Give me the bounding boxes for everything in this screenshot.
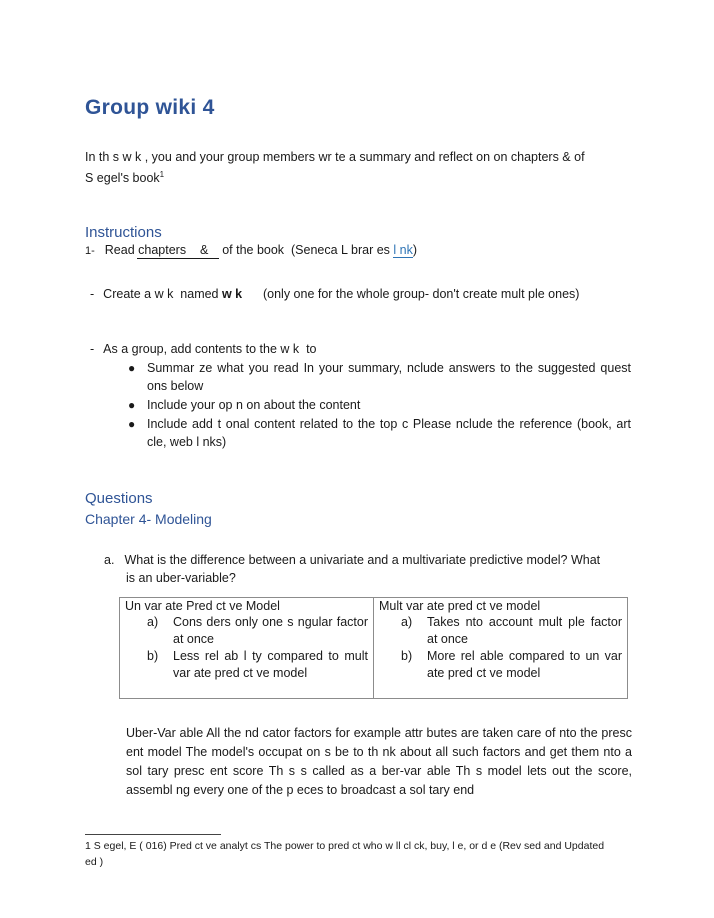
chapter-heading: Chapter 4- Modeling <box>85 511 212 527</box>
wiki-name: w k <box>221 287 243 301</box>
step-text: As a group, add contents to the w k to <box>103 342 317 356</box>
page-title: Group wiki 4 <box>85 96 215 119</box>
multivariate-column <box>374 598 628 699</box>
bullet-text: Include add t onal content related to the top c Please nclude the reference (book, art cle, web l nks) <box>147 417 631 449</box>
chapters-text: chapters & <box>138 243 219 257</box>
list-item <box>125 614 368 648</box>
uber-variable-paragraph: Uber-Var able All the nd cator factors for example attr butes are taken care of nto the presc ent model The model's occupat on s be to th nk about all such factors and get them nto a sol tary presc ent score Th s s called as a ber-var able Th s model lets out the score, assembl ng every one of the p eces to broadcast a sol tary end <box>126 726 632 797</box>
list-item <box>379 648 622 682</box>
dash-marker: - <box>90 287 95 301</box>
footnote-text: 1 S egel, E ( 016) Pred ct ve analyt cs The power to pred ct who w ll cl ck, buy, l e, or d e (Rev sed and Updated <box>85 840 605 852</box>
bullet-text: Include your op n on about the content <box>147 398 361 412</box>
question-text: What is the difference between a univariate and a multivariate predictive model? What <box>124 553 601 567</box>
list-item <box>379 614 622 648</box>
dash-marker: - <box>90 342 95 356</box>
library-link[interactable]: l nk <box>393 243 413 257</box>
step-text: of the book (Seneca L brar es <box>218 243 394 257</box>
step-number: 1- <box>85 245 95 257</box>
footnote <box>85 838 625 870</box>
footnote-divider <box>85 834 221 835</box>
list-item <box>128 396 631 414</box>
item-marker: a) <box>147 615 159 629</box>
list-item <box>125 648 368 682</box>
intro-paragraph <box>85 148 635 187</box>
step-text: (only one for the whole group- don't create mult ple ones) <box>242 287 580 301</box>
instruction-step-1 <box>85 241 417 260</box>
list-item <box>128 359 631 395</box>
chapters-underline <box>137 258 219 259</box>
instruction-step-3 <box>90 340 317 358</box>
item-text: Less rel ab l ty compared to mult var ate pred ct ve model <box>173 649 368 680</box>
column-header: Un var ate Pred ct ve Model <box>125 599 280 613</box>
question-marker: a. <box>104 553 115 567</box>
question-text: is an uber-variable? <box>126 571 236 585</box>
step-text: Read <box>104 243 139 257</box>
step-text: ) <box>412 243 417 257</box>
bullet-text: Summar ze what you read In your summary, nclude answers to the suggested quest ons below <box>147 361 631 393</box>
comparison-table <box>119 597 628 699</box>
intro-line-1: In th s w k , you and your group members wr te a summary and reflect on on chapters & of <box>85 150 585 164</box>
item-text: More rel able compared to un var ate pred ct ve model <box>427 649 622 680</box>
bullet-icon: ● <box>128 361 136 375</box>
item-marker: b) <box>401 649 413 663</box>
step-text: Create a w k named <box>103 287 222 301</box>
list-item <box>128 415 631 451</box>
item-text: Cons ders only one s ngular factor at once <box>173 615 368 646</box>
item-marker: b) <box>147 649 159 663</box>
bullet-icon: ● <box>128 398 136 412</box>
footnote-text: ed ) <box>85 856 104 868</box>
item-marker: a) <box>401 615 413 629</box>
column-header: Mult var ate pred ct ve model <box>379 599 541 613</box>
footnote-ref[interactable]: 1 <box>159 170 165 179</box>
bullet-icon: ● <box>128 417 136 431</box>
item-text: Takes nto account mult ple factor at once <box>427 615 622 646</box>
bullet-list <box>128 359 631 452</box>
instructions-heading: Instructions <box>85 224 162 241</box>
question-a <box>104 551 634 587</box>
instruction-step-2 <box>90 285 579 303</box>
univariate-column <box>120 598 374 699</box>
intro-line-2: S egel's book <box>85 171 160 186</box>
questions-heading: Questions <box>85 490 153 507</box>
